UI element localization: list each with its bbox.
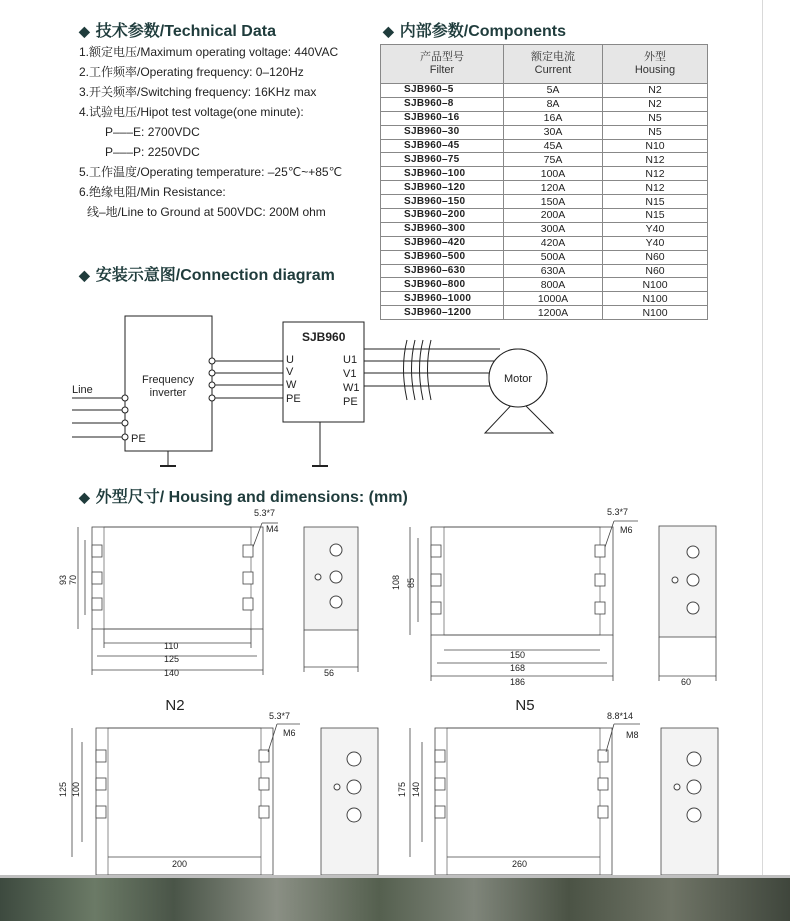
housing-cell: N5 [603,125,708,139]
spec-hipot: 4.试验电压/Hipot test voltage(one minute): [79,105,304,119]
filter-cell: SJB960–8 [381,97,504,111]
spec-resistance-value: 线–地/Line to Ground at 500VDC: 200M ohm [87,205,326,219]
current-cell: 75A [504,153,603,167]
components-title: 内部参数/Components [399,23,567,40]
n2-label: N2 [165,697,185,714]
n5-bolt-dim: M6 [620,525,633,535]
filter-cell: SJB960–800 [381,278,504,292]
filter-output-u1: U1 [343,354,358,366]
n2-width-outer: 140 [164,668,180,678]
current-cell: 300A [504,222,603,236]
current-cell: 30A [504,125,603,139]
n12-height-outer: 175 [397,781,407,797]
filter-cell: SJB960–1000 [381,292,504,306]
motor-label: Motor [503,373,533,385]
filter-input-v: V [286,366,294,378]
current-cell: 500A [504,250,603,264]
housing-cell: N15 [603,195,708,209]
technical-data-title: 技术参数/Technical Data [95,23,276,40]
housing-cell: N5 [603,111,708,125]
current-cell: 16A [504,111,603,125]
n2-height-outer: 93 [58,574,68,585]
current-cell: 5A [504,84,603,98]
spec-temperature: 5.工作温度/Operating temperature: –25℃~+85℃ [79,165,343,179]
current-cell: 200A [504,209,603,223]
housing-cell: N60 [603,264,708,278]
filter-cell: SJB960–500 [381,250,504,264]
n2-width-inner: 110 [164,641,179,651]
current-cell: 8A [504,97,603,111]
filter-cell: SJB960–100 [381,167,504,181]
inverter-label: Frequency [142,374,194,386]
inverter-label-2: inverter [149,387,187,399]
housing-cell: N15 [603,209,708,223]
filter-input-u: U [286,354,294,366]
current-cell: 120A [504,181,603,195]
filter-cell: SJB960–200 [381,209,504,223]
n5-width-outer: 186 [510,677,526,687]
filter-cell: SJB960–120 [381,181,504,195]
terminal-dots [122,358,215,440]
inverter-pe-label: PE [131,433,146,445]
housing-cell: N60 [603,250,708,264]
n2-hole-dim: 5.3*7 [254,508,276,518]
current-cell: 800A [504,278,603,292]
filter-output-v1: V1 [343,368,357,380]
n10-height-inner: 100 [71,781,81,797]
n10-bolt-dim: M6 [283,728,296,738]
filter-cell: SJB960–75 [381,153,504,167]
n10-hole-dim: 5.3*7 [269,711,291,721]
n12-hole-dim: 8.8*14 [607,711,634,721]
housing-cell: Y40 [603,236,708,250]
header-current: 额定电流 Current [504,45,603,84]
n12-height-inner: 140 [411,781,421,797]
n2-height-inner: 70 [68,574,78,585]
filter-input-w: W [286,379,297,391]
bottom-photo-strip [0,875,790,921]
n5-hole-dim: 5.3*7 [607,507,629,517]
n2-depth: 56 [324,668,335,678]
line-label: Line [72,384,93,396]
filter-input-pe: PE [286,393,301,405]
diamond-bullet-icon: ◆ [79,489,90,505]
diamond-bullet-icon: ◆ [383,23,394,39]
filter-output-pe: PE [343,396,358,408]
spec-hipot-pp: P–––P: 2250VDC [105,145,200,159]
filter-cell: SJB960–420 [381,236,504,250]
housing-cell: N2 [603,84,708,98]
diamond-bullet-icon: ◆ [79,267,90,283]
filter-cell: SJB960–1200 [381,306,504,320]
housing-cell: N100 [603,278,708,292]
n5-height-inner: 85 [406,577,416,588]
n5-depth: 60 [681,677,692,687]
housing-n12-drawing [410,724,718,875]
housing-title: 外型尺寸/ Housing and dimensions: (mm) [95,489,408,506]
housing-cell: N100 [603,306,708,320]
housing-cell: N100 [603,292,708,306]
housing-n2-drawing [78,523,358,675]
header-filter: 产品型号 Filter [381,45,504,84]
n12-width-inner: 260 [512,859,528,869]
filter-cell: SJB960–45 [381,139,504,153]
housing-cell: N2 [603,97,708,111]
current-cell: 630A [504,264,603,278]
connection-title: 安装示意图/Connection diagram [95,267,335,284]
housing-cell: Y40 [603,222,708,236]
housing-cell: N12 [603,153,708,167]
n5-height-outer: 108 [391,574,401,590]
housing-n10-drawing [72,724,378,875]
filter-cell: SJB960–5 [381,84,504,98]
spec-switching: 3.开关频率/Switching frequency: 16KHz max [79,85,317,99]
current-cell: 45A [504,139,603,153]
filter-cell: SJB960–150 [381,195,504,209]
filter-cell: SJB960–30 [381,125,504,139]
current-cell: 1000A [504,292,603,306]
housing-cell: N10 [603,139,708,153]
filter-cell: SJB960–630 [381,264,504,278]
spec-hipot-pe: P–––E: 2700VDC [105,125,200,139]
n2-width-mid: 125 [164,654,180,664]
housing-cell: N12 [603,181,708,195]
current-cell: 150A [504,195,603,209]
n5-width-inner: 150 [510,650,526,660]
spec-resistance: 6.绝缘电阻/Min Resistance: [79,185,226,199]
n5-width-mid: 168 [510,663,526,673]
filter-output-w1: W1 [343,382,360,394]
current-cell: 100A [504,167,603,181]
n2-bolt-dim: M4 [266,524,279,534]
current-cell: 420A [504,236,603,250]
diamond-bullet-icon: ◆ [79,23,90,39]
housing-n5-drawing [410,521,716,681]
spec-voltage: 1.额定电压/Maximum operating voltage: 440VAC [79,45,339,59]
spec-frequency: 2.工作频率/Operating frequency: 0–120Hz [79,65,304,79]
housing-cell: N12 [603,167,708,181]
filter-cell: SJB960–16 [381,111,504,125]
current-cell: 1200A [504,306,603,320]
n10-height-outer: 125 [58,781,68,797]
n10-width-inner: 200 [172,859,188,869]
filter-label: SJB960 [302,330,346,344]
filter-cell: SJB960–300 [381,222,504,236]
header-housing: 外型 Housing [603,45,708,84]
n5-label: N5 [515,697,535,714]
n12-bolt-dim: M8 [626,730,639,740]
